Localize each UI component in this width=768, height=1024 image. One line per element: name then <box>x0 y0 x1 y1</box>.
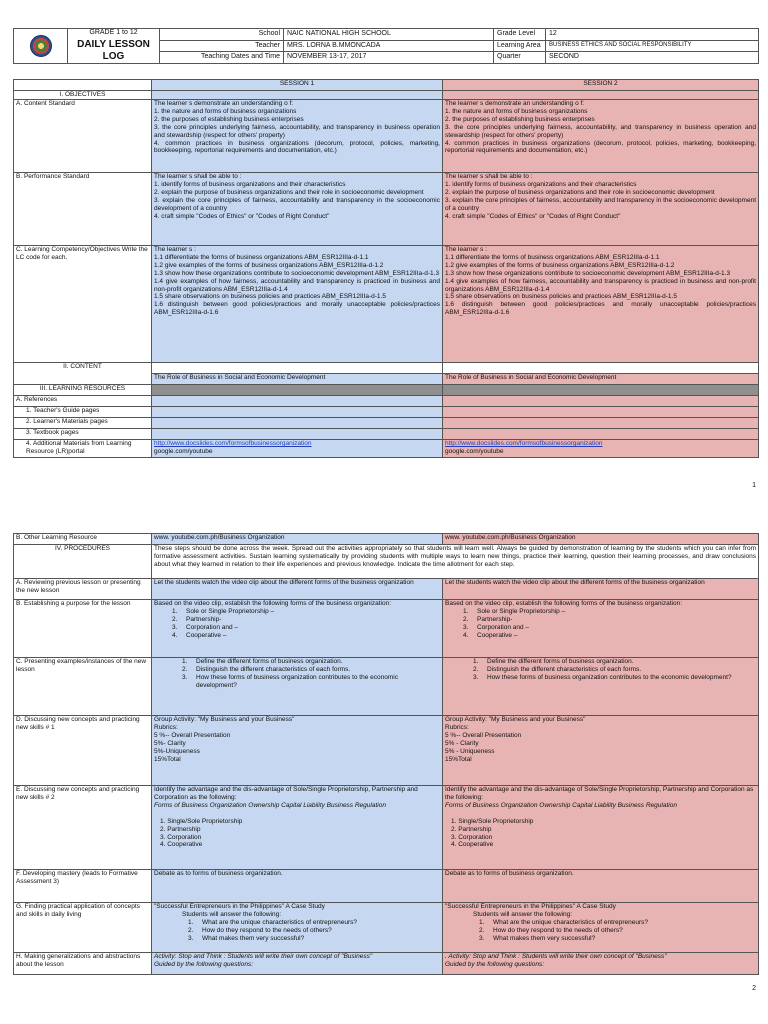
rubric-line: Rubrics: <box>445 723 469 731</box>
rubric-line: 5 %-- Overall Presentation <box>445 731 522 739</box>
examples-label: C. Presenting examples/instances of the new lesson <box>14 658 152 716</box>
case-study-sub: Students will answer the following: <box>473 910 572 918</box>
generalization-s2 <box>443 953 759 975</box>
form-item: 1. Single/Sole Proprietorship <box>451 817 534 825</box>
lc-line: 1.2 give examples of the forms of business organizations ABM_ESR12IIIa-d-1.2 <box>445 261 675 269</box>
teacher-value: MRS. LORNA B.MMONCADA <box>284 40 494 52</box>
lc-line: 1.3 show how these organizations contribute to socioeconomic development ABM_ESR12IIIa-d-1.3 <box>154 269 440 277</box>
quarter-label: Quarter <box>494 52 546 64</box>
cs-line: 3. the core principles underlying fairness, accountability, and transparency in business operation and stewardship (respect for others' property) <box>445 123 756 139</box>
lc-line: 1.3 show how these organizations contribute to socioeconomic development ABM_ESR12IIIa-d-1.3 <box>445 269 731 277</box>
log-title-cell <box>68 29 160 64</box>
concepts-1-label: D. Discussing new concepts and practicing new skills # 1 <box>14 716 152 786</box>
concepts-2-columns: Forms of Business Organization Ownership Capital Liability Business Regulation <box>154 801 386 809</box>
purpose-intro: Based on the video clip, establish the following forms of the business organization: <box>154 600 392 607</box>
am-text: google.com/youtube <box>445 447 504 455</box>
objectives-s2-blank <box>443 90 759 99</box>
cs-line: 3. the core principles underlying fairness, accountability, and transparency in business operation and stewardship (respect for others' property) <box>154 123 440 139</box>
header-table <box>13 28 759 64</box>
lm-s1 <box>152 417 443 428</box>
examples-item: Distinguish the different characteristics of each forms. <box>487 665 642 673</box>
review-s1: Let the students watch the video clip about the different forms of the business organization <box>152 579 443 600</box>
learning-resources-heading: III. LEARNING RESOURCES <box>14 384 152 395</box>
lc-line: 1.6 distinguish between good policies/practices and morally unacceptable policies/practices ABM_ESR12IIIa-d-1.6 <box>154 301 440 317</box>
concepts-1-s2 <box>443 716 759 786</box>
rubric-line: Group Activity: "My Business and your Business" <box>445 716 586 723</box>
examples-s1: 1. Define the different forms of business organization. 2. Distinguish the different characteristics of each forms. 3. How these forms of business organization contributes to the economic development? <box>152 658 443 716</box>
cs-line: 2. the purposes of establishing business enterprises <box>445 115 595 123</box>
form-item: 4. Cooperative <box>160 841 203 849</box>
ps-line: 3. explain the core principles of fairness, accountability and transparency in the socioeconomic development of a country <box>154 196 440 212</box>
tg-s1 <box>152 406 443 417</box>
concepts-2-intro: Identify the advantage and the dis-advantage of Sole/Single Proprietorship, Partnership and Corporation as the following: <box>445 786 754 801</box>
lesson-log-page-1 <box>13 28 758 458</box>
examples-item: Distinguish the different characteristics of each forms. <box>196 665 351 673</box>
objectives-s1-blank <box>152 90 443 99</box>
content-heading: II. CONTENT <box>14 362 152 384</box>
examples-s2: 1. Define the different forms of business organization. 2. Distinguish the different characteristics of each forms. 3. How these forms of business organization contributes to the economic development? <box>443 658 759 716</box>
mastery-label: F. Developing mastery (leads to Formative Assessment 3) <box>14 870 152 903</box>
ps-line: 3. explain the core principles of fairness, accountability and transparency in the socioeconomic development of a country <box>445 196 756 212</box>
ps-line: The learner s shall be able to : <box>154 172 242 180</box>
cs-line: 1. the nature and forms of business organizations <box>154 107 297 115</box>
case-study-sub: Students will answer the following: <box>182 910 281 918</box>
objectives-heading: I. OBJECTIVES <box>14 90 152 99</box>
generalization-guide: Guided by the following questions: <box>154 960 254 968</box>
rubric-line: 5% - Clarity <box>445 739 479 747</box>
school-label: School <box>160 29 284 41</box>
dates-value: NOVEMBER 13-17, 2017 <box>284 52 494 64</box>
purpose-label: B. Establishing a purpose for the lesson <box>14 600 152 658</box>
content-s1-blank <box>152 362 443 373</box>
dates-label: Teaching Dates and Time <box>160 52 284 64</box>
ps-line: 2. explain the purpose of business organizations and their role in socioeconomic development <box>154 188 424 196</box>
deped-seal-cell <box>14 29 68 64</box>
performance-standard-s2 <box>443 172 759 245</box>
ps-line: 1. identify forms of business organizations and their characteristics <box>154 180 346 188</box>
cs-line: 1. the nature and forms of business organizations <box>445 107 588 115</box>
grade-level-value: 12 <box>546 29 759 41</box>
tb-s2 <box>443 428 759 439</box>
competency-s2 <box>443 245 759 362</box>
purpose-intro: Based on the video clip, establish the following forms of the business organization: <box>445 600 683 607</box>
case-study-title: "Successful Entrepreneurs in the Philippines" A Case Study <box>445 903 616 910</box>
case-question: How do they respond to the needs of others? <box>493 926 623 934</box>
application-label: G. Finding practical application of concepts and skills in daily living <box>14 903 152 953</box>
cs-line: The learner s demonstrate an understanding o f: <box>445 99 585 107</box>
tg-label: 1. Teacher's Guide pages <box>14 406 152 417</box>
rubric-line: 15%Total <box>445 755 472 763</box>
examples-item: How these forms of business organization contributes to the economic development? <box>487 673 732 681</box>
application-s2: "Successful Entrepreneurs in the Philippines" A Case Study Students will answer the following: 1. What are the unique characteristics of entrepreneurs? 2. How do they respond to the needs of others? 3. What makes them very successful? <box>443 903 759 953</box>
generalization-label: H. Making generalizations and abstractions about the lesson <box>14 953 152 975</box>
rubric-line: 15%Total <box>154 755 181 763</box>
grade-level-label: Grade Level <box>494 29 546 41</box>
content-standard-s1 <box>152 99 443 172</box>
lc-line: The learner s : <box>445 245 487 253</box>
quarter-value: SECOND <box>546 52 759 64</box>
cs-line: 2. the purposes of establishing business enterprises <box>154 115 304 123</box>
procedures-note: These steps should be done across the week. Spread out the activities appropriately so that students will learn well. Always be guided by demonstration of learning by the students which you can infer from formative assessment activities. Sustain learning systematically by providing students with multiple ways to learn new things, practice their learning, question their learning processes, and draw conclusions about what they learned in relation to their life experiences and previous knowledge. Indicate the time allotment for each step. <box>152 545 759 579</box>
generalization-activity: . Activity: Stop and Think : Students will write their own concept of "Business" <box>445 953 667 960</box>
teacher-label: Teacher <box>160 40 284 52</box>
concepts-2-columns: Forms of Business Organization Ownership Capital Liability Business Regulation <box>445 801 677 809</box>
other-resource-s2: www. youtube.com.ph/Business Organization <box>443 534 759 545</box>
examples-item: Define the different forms of business organization. <box>196 658 343 665</box>
learning-area-value: BUSINESS ETHICS AND SOCIAL RESPONSIBILITY <box>546 40 759 52</box>
content-standard-label: A. Content Standard <box>14 99 152 172</box>
session-2-header: SESSION 2 <box>443 79 759 90</box>
purpose-item: Sole or Single Proprietorship – <box>186 607 275 615</box>
concepts-2-label: E. Discussing new concepts and practicing new skills # 2 <box>14 786 152 870</box>
form-item: 4. Cooperative <box>451 841 494 849</box>
purpose-item: Cooperative – <box>186 631 227 639</box>
session-1-header: SESSION 1 <box>152 79 443 90</box>
lc-line: 1.1 differentiate the forms of business organizations ABM_ESR12IIIa-d-1.1 <box>154 253 369 261</box>
generalization-s1 <box>152 953 443 975</box>
purpose-item: Cooperative – <box>477 631 518 639</box>
am-s2 <box>443 439 759 457</box>
examples-item: Define the different forms of business organization. <box>487 658 634 665</box>
blank-corner <box>14 79 152 90</box>
purpose-s2: Based on the video clip, establish the following forms of the business organization: 1. Sole or Single Proprietorship – 2. Partnership- 3. Corporation and – 4. Cooperative – <box>443 600 759 658</box>
form-item: 2. Partnership <box>160 825 201 833</box>
page-number: 1 <box>752 482 756 489</box>
form-item: 2. Partnership <box>451 825 492 833</box>
learning-area-label: Learning Area <box>494 40 546 52</box>
competency-label: C. Learning Competency/Objectives Write the LC code for each. <box>14 245 152 362</box>
ps-line: 4. craft simple "Codes of Ethics" or "Codes of Right Conduct" <box>445 212 621 220</box>
purpose-s1: Based on the video clip, establish the following forms of the business organization: 1. Sole or Single Proprietorship – 2. Partnership- 3. Corporation and – 4. Cooperative – <box>152 600 443 658</box>
references-s2 <box>443 395 759 406</box>
examples-item: How these forms of business organization contributes to the economic development? <box>196 673 398 689</box>
cs-line: 4. common practices in business organizations (decorum, protocol, policies, marketing, bookkeeping, reportorial requirements and documentation, etc.) <box>445 139 756 155</box>
purpose-item: Corporation and – <box>186 623 239 631</box>
content-s2-blank <box>443 362 759 373</box>
generalization-guide: Guided by the following questions: <box>445 960 545 968</box>
ps-line: The learner s shall be able to : <box>445 172 533 180</box>
case-question: What makes them very successful? <box>202 934 305 942</box>
cs-line: 4. common practices in business organizations (decorum, protocol, policies, marketing, bookkeeping, reportorial requirements and documentation, etc.) <box>154 139 440 155</box>
case-study-title: "Successful Entrepreneurs in the Philippines" A Case Study <box>154 903 325 910</box>
rubric-line: 5% - Uniqueness <box>445 747 495 755</box>
lc-line: 1.2 give examples of the forms of business organizations ABM_ESR12IIIa-d-1.2 <box>154 261 384 269</box>
rubric-line: 5 %-- Overall Presentation <box>154 731 231 739</box>
page-number: 2 <box>752 985 756 992</box>
rubric-line: Group Activity: "My Business and your Business" <box>154 716 295 723</box>
rubric-line: 5%- Clarity <box>154 739 186 747</box>
rubric-line: Rubrics: <box>154 723 178 731</box>
references-s1 <box>152 395 443 406</box>
case-question: What are the unique characteristics of entrepreneurs? <box>202 918 358 926</box>
cs-line: The learner s demonstrate an understanding o f: <box>154 99 294 107</box>
purpose-item: Partnership- <box>477 615 513 623</box>
case-question: What are the unique characteristics of entrepreneurs? <box>493 918 649 926</box>
lc-line: The learner s : <box>154 245 196 253</box>
rubric-line: 5%-Uniqueness <box>154 747 200 755</box>
lc-line: 1.5 share observations on business policies and practices ABM_ESR12IIIa-d-1.5 <box>445 293 677 301</box>
mastery-s1: Debate as to forms of business organization. <box>152 870 443 903</box>
purpose-item: Corporation and – <box>477 623 530 631</box>
lr-gray-bar <box>152 384 443 395</box>
am-text: google.com/youtube <box>154 447 213 455</box>
am-label: 4. Additional Materials from Learning Resource (LR)portal <box>14 439 152 457</box>
purpose-item: Sole or Single Proprietorship – <box>477 607 566 615</box>
concepts-2-s1 <box>152 786 443 870</box>
review-s2: Let the students watch the video clip about the different forms of the business organization <box>443 579 759 600</box>
mastery-s2: Debate as to forms of business organization. <box>443 870 759 903</box>
review-label: A. Reviewing previous lesson or presenting the new lesson <box>14 579 152 600</box>
lc-line: 1.1 differentiate the forms of business organizations ABM_ESR12IIIa-d-1.1 <box>445 253 660 261</box>
performance-standard-label: B. Performance Standard <box>14 172 152 245</box>
concepts-1-s1 <box>152 716 443 786</box>
concepts-2-intro: Identify the advantage and the dis-advantage of Sole/Single Proprietorship, Partnership and Corporation as the following: <box>154 786 418 801</box>
lr-gray-bar <box>443 384 759 395</box>
form-item: 3. Corporation <box>451 833 493 841</box>
am-link[interactable]: http://www.docslides.com/formsofbusinessorganization <box>445 439 603 447</box>
other-resource-label: B. Other Learning Resource <box>14 534 152 545</box>
performance-standard-s1 <box>152 172 443 245</box>
tb-label: 3. Textbook pages <box>14 428 152 439</box>
tg-s2 <box>443 406 759 417</box>
am-link[interactable]: http://www.docslides.com/formsofbusinessorganization <box>154 439 312 447</box>
deped-seal-icon <box>30 35 52 57</box>
case-question: What makes them very successful? <box>493 934 596 942</box>
lc-line: 1.4 give examples of how fairness, accountability and transparency is practiced in business and non-profit organizations ABM_ESR12IIIa-d-1.4 <box>445 277 756 293</box>
content-standard-s2 <box>443 99 759 172</box>
purpose-item: Partnership- <box>186 615 222 623</box>
case-question: How do they respond to the needs of others? <box>202 926 332 934</box>
lc-line: 1.4 give examples of how fairness, accountability and transparency is practiced in business and non-profit organizations ABM_ESR12IIIa-d-1.4 <box>154 277 440 293</box>
form-item: 3. Corporation <box>160 833 202 841</box>
ps-line: 2. explain the purpose of business organizations and their role in socioeconomic development <box>445 188 715 196</box>
form-item: 1. Single/Sole Proprietorship <box>160 817 243 825</box>
grade-range: GRADE 1 to 12 <box>89 29 138 36</box>
lc-line: 1.6 distinguish between good policies/practices and morally unacceptable policies/practices ABM_ESR12IIIa-d-1.6 <box>445 301 756 317</box>
lc-line: 1.5 share observations on business policies and practices ABM_ESR12IIIa-d-1.5 <box>154 293 386 301</box>
content-s1: The Role of Business in Social and Economic Development <box>152 373 443 384</box>
objectives-table <box>13 79 759 458</box>
competency-s1 <box>152 245 443 362</box>
other-resource-s1: www. youtube.com.ph/Business Organization <box>152 534 443 545</box>
application-s1: "Successful Entrepreneurs in the Philippines" A Case Study Students will answer the following: 1. What are the unique characteristics of entrepreneurs? 2. How do they respond to the needs of others? 3. What makes them very successful? <box>152 903 443 953</box>
procedures-heading: IV. PROCEDURES <box>14 545 152 579</box>
ps-line: 4. craft simple "Codes of Ethics" or "Codes of Right Conduct" <box>154 212 330 220</box>
tb-s1 <box>152 428 443 439</box>
lm-s2 <box>443 417 759 428</box>
references-label: A. References <box>14 395 152 406</box>
ps-line: 1. identify forms of business organizations and their characteristics <box>445 180 637 188</box>
generalization-activity: Activity: Stop and Think : Students will write their own concept of "Business" <box>154 953 373 960</box>
lm-label: 2. Learner's Materials pages <box>14 417 152 428</box>
lesson-log-page-2 <box>13 533 758 975</box>
am-s1 <box>152 439 443 457</box>
log-title: DAILY LESSON LOG <box>77 38 150 62</box>
procedures-table <box>13 533 759 975</box>
school-value: NAIC NATIONAL HIGH SCHOOL <box>284 29 494 41</box>
concepts-2-s2 <box>443 786 759 870</box>
content-s2: The Role of Business in Social and Economic Development <box>443 373 759 384</box>
